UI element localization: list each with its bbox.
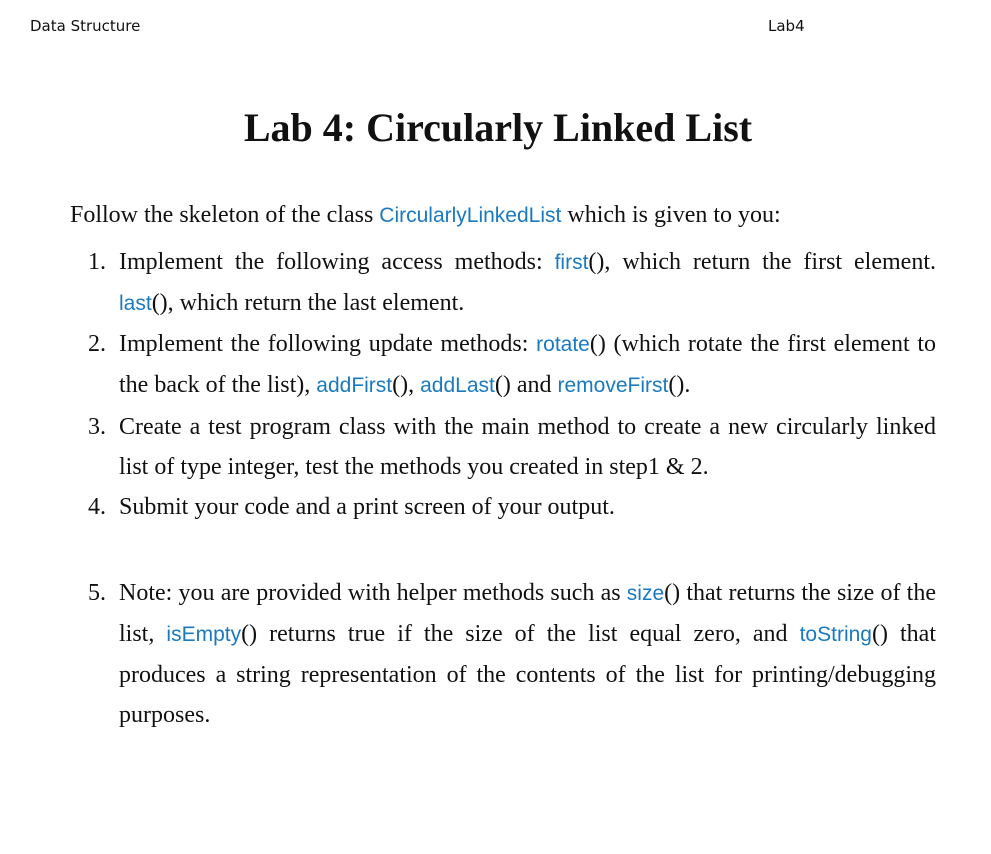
intro-text-end: which is given to you: [561, 202, 781, 228]
item-number: 3. [88, 414, 106, 440]
method-name: toString [799, 623, 872, 646]
header-right: Lab4 [768, 17, 805, 35]
intro-text: Follow the skeleton of the class [70, 202, 380, 228]
item-text: Submit your code and a print screen of your output. [119, 494, 615, 520]
method-name: removeFirst [557, 374, 669, 397]
item-text: Note: you are provided with helper methods such as size() that returns the size of the list, isEmpty() returns true if the size of the list equal zero, and toString() that produces a string representation of the contents of the list for printing/debugging purposes. [119, 580, 937, 728]
list-item [88, 573, 936, 735]
method-name: isEmpty [166, 623, 242, 646]
item-text: Create a test program class with the main method to create a new circularly linked list of type integer, test the methods you created in step1 & 2. [119, 414, 936, 480]
header-left: Data Structure [30, 17, 141, 35]
list-item [88, 407, 936, 487]
list-item [88, 487, 936, 527]
item-number: 4. [88, 494, 106, 520]
item-number: 2. [88, 331, 106, 357]
item-number: 1. [88, 249, 106, 275]
method-name: last [119, 292, 152, 315]
item-text: Implement the following access methods: first(), which return the first element. last(), which return the last element. [119, 249, 936, 316]
item-number: 5. [88, 580, 106, 606]
method-name: addLast [420, 374, 495, 397]
method-name: rotate [536, 333, 590, 356]
intro-paragraph [70, 202, 950, 229]
method-name: size [626, 582, 665, 605]
list-item [88, 242, 936, 324]
method-name: addFirst [316, 374, 393, 397]
page-title: Lab 4: Circularly Linked List [243, 105, 753, 150]
method-name: first [554, 251, 589, 274]
list-item [88, 324, 936, 406]
class-name: CircularlyLinkedList [379, 204, 562, 227]
item-text: Implement the following update methods: rotate() (which rotate the first element to the back of the list), addFirst(), addLast() and removeFirst(). [119, 331, 937, 398]
